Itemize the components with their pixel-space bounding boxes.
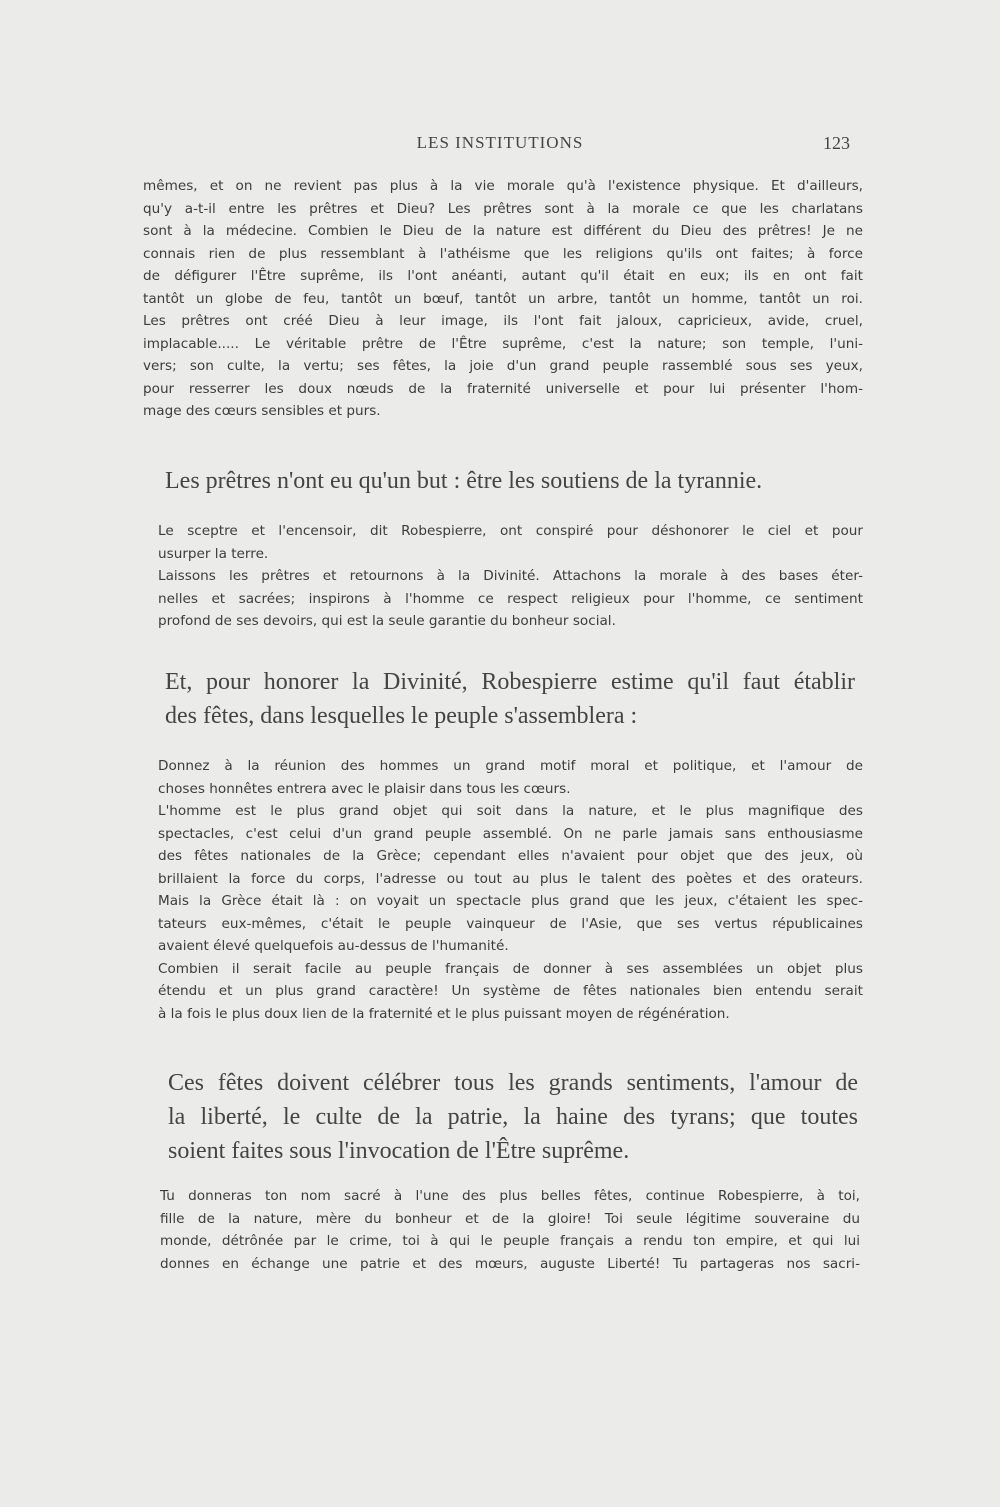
text-block-3 [158, 755, 863, 1025]
text-line: monde, détrônée par le crime, toi à qui le peuple français a rendu ton empire, et qui lui [160, 1233, 860, 1249]
text-line: profond de ses devoirs, qui est la seule garantie du bonheur social. [158, 613, 616, 629]
text-line: avaient élevé quelquefois au-dessus de l'humanité. [158, 938, 509, 954]
text-line: à la fois le plus doux lien de la fraternité et le plus puissant moyen de régénération. [158, 1005, 730, 1022]
page-number: 123 [823, 133, 850, 153]
text-line: choses honnêtes entrera avec le plaisir dans tous les cœurs. [158, 780, 571, 797]
text-line: mage des cœurs sensibles et purs. [143, 403, 381, 419]
heading-line: Ces fêtes doivent célébrer tous les grands sentiments, l'amour de [168, 1070, 858, 1096]
text-line: brillaient la force du corps, l'adresse ou tout au plus le talent des poètes et des orateurs. [158, 870, 863, 887]
text-line: Laissons les prêtres et retournons à la Divinité. Attachons la morale à des bases éter- [158, 568, 863, 584]
text-block-1 [143, 175, 863, 423]
text-line: implacable..... Le véritable prêtre de l'Être suprême, c'est la nature; son temple, l'uni- [143, 335, 863, 352]
text-line: nelles et sacrées; inspirons à l'homme ce respect religieux pour l'homme, ce sentiment [158, 590, 863, 607]
text-line: sont à la médecine. Combien le Dieu de la nature est différent du Dieu des prêtres! Je ne [143, 223, 863, 239]
heading-line: des fêtes, dans lesquelles le peuple s'assemblera : [165, 703, 638, 729]
text-line: des fêtes nationales de la Grèce; cependant elles n'avaient pour objet que des jeux, où [158, 848, 863, 864]
text-line: Le sceptre et l'encensoir, dit Robespierre, ont conspiré pour déshonorer le ciel et pour [158, 523, 863, 539]
text-line: étendu et un plus grand caractère! Un système de fêtes nationales bien entendu serait [158, 983, 863, 999]
text-line: L'homme est le plus grand objet qui soit dans la nature, et le plus magnifique des [158, 803, 863, 819]
heading-3 [168, 1066, 858, 1168]
text-line: tantôt un globe de feu, tantôt un bœuf, tantôt un arbre, tantôt un homme, tantôt un roi. [143, 290, 863, 307]
text-line: mêmes, et on ne revient pas plus à la vie morale qu'à l'existence physique. Et d'ailleurs, [143, 178, 863, 194]
text-line: de défigurer l'Être suprême, ils l'ont anéanti, autant qu'il était en eux; ils en ont fait [143, 268, 863, 284]
text-line: Donnez à la réunion des hommes un grand motif moral et politique, et l'amour de [158, 758, 863, 774]
text-line: pour resserrer les doux nœuds de la fraternité universelle et pour lui présenter l'hom- [143, 380, 863, 397]
text-line: qu'y a-t-il entre les prêtres et Dieu? Les prêtres sont à la morale ce que les charlatans [143, 200, 863, 217]
text-line: fille de la nature, mère du bonheur et de la gloire! Toi seule légitime souveraine du [160, 1210, 860, 1227]
heading-2 [165, 665, 855, 733]
text-line: vers; son culte, la vertu; ses fêtes, la joie d'un grand peuple rassemblé sous ses yeux, [143, 358, 863, 374]
heading-1: Les prêtres n'ont eu qu'un but : être les soutiens de la tyrannie. [165, 468, 763, 494]
text-line: Combien il serait facile au peuple français de donner à ses assemblées un objet plus [158, 960, 863, 977]
heading-line: la liberté, le culte de la patrie, la haine des tyrans; que toutes [168, 1104, 858, 1130]
text-line: Les prêtres ont créé Dieu à leur image, ils l'ont fait jaloux, capricieux, avide, cruel, [143, 313, 863, 329]
text-line: spectacles, c'est celui d'un grand peuple assemblé. On ne parle jamais sans enthousiasme [158, 825, 863, 842]
text-line: Tu donneras ton nom sacré à l'une des plus belles fêtes, continue Robespierre, à toi, [160, 1188, 860, 1204]
running-title: LES INSTITUTIONS [416, 133, 584, 152]
text-line: usurper la terre. [158, 545, 269, 562]
text-block-4 [160, 1185, 860, 1275]
text-block-2 [158, 520, 863, 633]
text-line: donnes en échange une patrie et des mœurs, auguste Liberté! Tu partageras nos sacri- [160, 1255, 860, 1272]
text-line: tateurs eux-mêmes, c'était le peuple vainqueur de l'Asie, que ses vertus républicaines [158, 915, 863, 932]
text-line: Mais la Grèce était là : on voyait un spectacle plus grand que les jeux, c'étaient les spec- [158, 893, 863, 909]
heading-line: soient faites sous l'invocation de l'Être suprême. [168, 1138, 630, 1164]
heading-line: Et, pour honorer la Divinité, Robespierre estime qu'il faut établir [165, 669, 855, 695]
running-head [0, 133, 1000, 157]
text-line: connais rien de plus ressemblant à l'athéisme que les religions qu'ils ont faites; à force [143, 245, 863, 262]
